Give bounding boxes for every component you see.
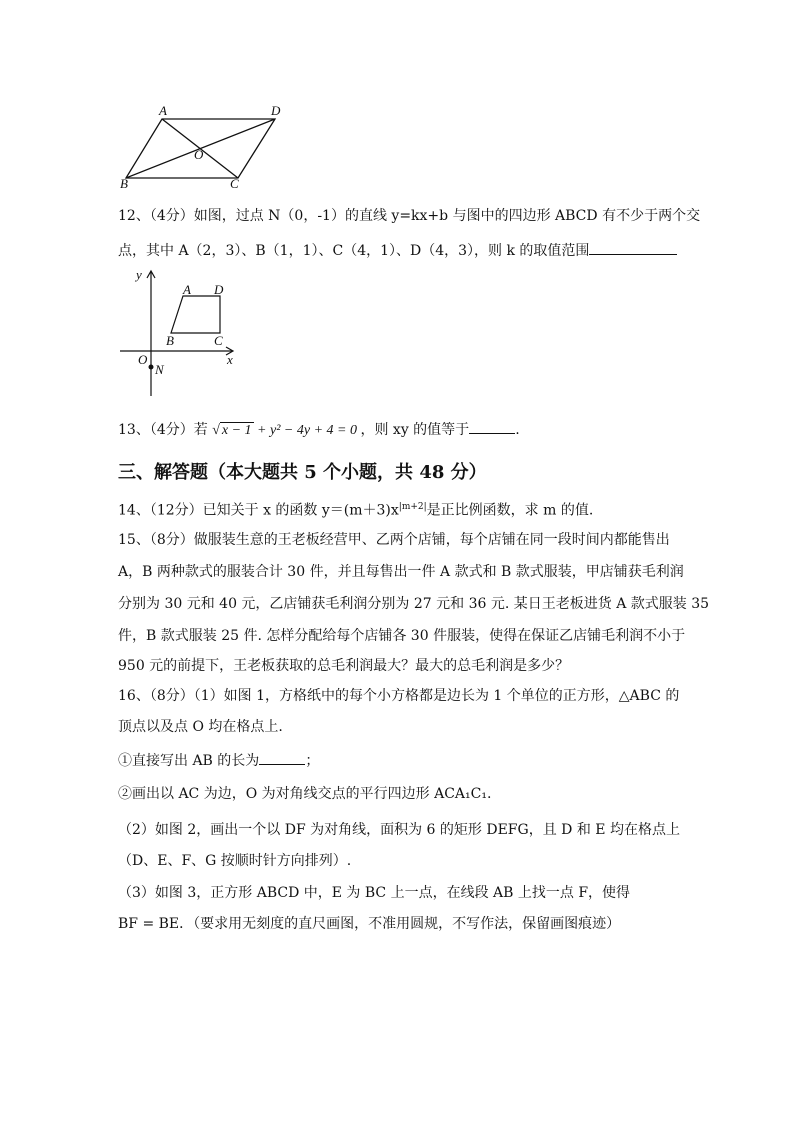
q13-prefix: 13、（4分）若: [118, 422, 208, 438]
coord-label-N: N: [155, 362, 164, 377]
coord-label-x: x: [227, 352, 233, 367]
coord-label-D: D: [214, 282, 224, 297]
coord-label-A: A: [183, 282, 191, 297]
q13-equation: [212, 422, 360, 438]
q12-line1: 12、（4分）如图，过点 N（0，-1）的直线 y=kx+b 与图中的四边形 ABCD 有不少于两个交: [118, 208, 701, 224]
q16-line4: ②画出以 AC 为边，O 为对角线交点的平行四边形 ACA₁C₁.: [118, 786, 492, 802]
sqrt-sign: √: [212, 423, 220, 438]
q14-exponent: |m+2|: [398, 502, 427, 512]
q16-line2: 顶点以及点 O 均在格点上.: [118, 719, 283, 735]
q12-line2-text: 点，其中 A（2，3）、B（1，1）、C（4，1）、D（4，3），则 k 的取值范围: [118, 243, 590, 259]
q16-line6: （D、E、F、G 按顺时针方向排列）.: [118, 853, 352, 869]
q15-line4: 件，B 款式服装 25 件. 怎样分配给每个店铺各 30 件服装，使得在保证乙店铺毛利润不小于: [118, 628, 686, 644]
label-D: D: [271, 103, 281, 118]
coord-label-y: y: [136, 267, 142, 282]
q16-line3-text: ①直接写出 AB 的长为: [118, 753, 260, 769]
q13-end: .: [515, 422, 520, 438]
q13-equation-rest: + y² − 4y + 4 = 0: [257, 423, 357, 438]
y-axis-arrow: [147, 271, 155, 278]
q14: [118, 497, 678, 521]
q12-answer-blank[interactable]: [589, 240, 677, 255]
q13-suffix: ，则 xy 的值等于: [360, 422, 470, 438]
label-A: A: [159, 103, 167, 118]
q12-line2: [118, 240, 678, 261]
coord-label-B: B: [166, 333, 174, 348]
q15-line2: A，B 两种款式的服装合计 30 件，并且每售出一件 A 款式和 B 款式服装，甲店铺获毛利润: [118, 564, 684, 580]
q16-line7: （3）如图 3，正方形 ABCD 中，E 为 BC 上一点，在线段 AB 上找一点 F，使得: [118, 885, 631, 901]
q15-line5: 950 元的前提下，王老板获取的总毛利润最大？最大的总毛利润是多少？: [118, 658, 570, 674]
coord-label-O: O: [138, 352, 148, 367]
q16-line8: BF = BE．（要求用无刻度的直尺画图，不准用圆规，不写作法，保留画图痕迹）: [118, 916, 621, 932]
q16-line3-end: ；: [305, 753, 320, 769]
q16-answer-blank[interactable]: [259, 750, 305, 765]
point-n: [149, 365, 154, 370]
label-O: O: [194, 147, 204, 162]
label-C: C: [230, 176, 239, 191]
q16-line1: 16、（8分）（1）如图 1，方格纸中的每个小方格都是边长为 1 个单位的正方形，△ABC 的: [118, 688, 680, 704]
q13-answer-blank[interactable]: [469, 419, 515, 434]
q16-line5: （2）如图 2，画出一个以 DF 为对角线，面积为 6 的矩形 DEFG，且 D 和 E 均在格点上: [118, 822, 680, 838]
coord-label-C: C: [214, 333, 223, 348]
sqrt-content: x − 1: [221, 423, 252, 438]
q16-line3: [118, 750, 678, 771]
quadrilateral-abcd: [171, 296, 220, 333]
q15-line1: 15、（8分）做服装生意的王老板经营甲、乙两个店铺，每个店铺在同一段时间内都能售出: [118, 532, 670, 548]
q14-suffix: 是正比例函数，求 m 的值.: [426, 502, 594, 519]
q14-prefix: 14、（12分）已知关于 x 的函数 y＝(m＋3)x: [118, 502, 399, 519]
q15-line3: 分别为 30 元和 40 元，乙店铺获毛利润分别为 27 元和 36 元. 某日王老板进货 A 款式服装 35: [118, 596, 710, 612]
label-B: B: [120, 176, 128, 191]
section-heading: 三、解答题（本大题共 5 个小题，共 48 分）: [118, 462, 487, 483]
q13: [118, 419, 678, 441]
